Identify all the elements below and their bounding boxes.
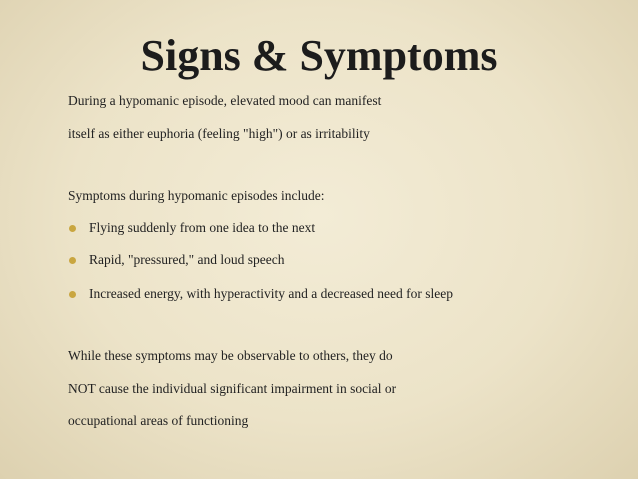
slide-title: Signs & Symptoms [140,31,498,80]
closing-line-3: occupational areas of functioning [68,413,249,428]
list-heading: Symptoms during hypomanic episodes include: [68,188,325,203]
bullet-item-2: Rapid, "pressured," and loud speech [89,252,285,267]
intro-line-1: During a hypomanic episode, elevated mood can manifest [68,93,382,108]
bullet-dot-icon [69,291,76,298]
closing-line-1: While these symptoms may be observable to others, they do [68,348,393,363]
bullet-item-1: Flying suddenly from one idea to the next [89,220,316,235]
intro-line-2: itself as either euphoria (feeling "high") or as irritability [68,126,370,141]
bullet-dot-icon [69,225,76,232]
bullet-dot-icon [69,257,76,264]
bullet-item-3: Increased energy, with hyperactivity and a decreased need for sleep [89,286,453,301]
closing-line-2: NOT cause the individual significant impairment in social or [68,381,397,396]
